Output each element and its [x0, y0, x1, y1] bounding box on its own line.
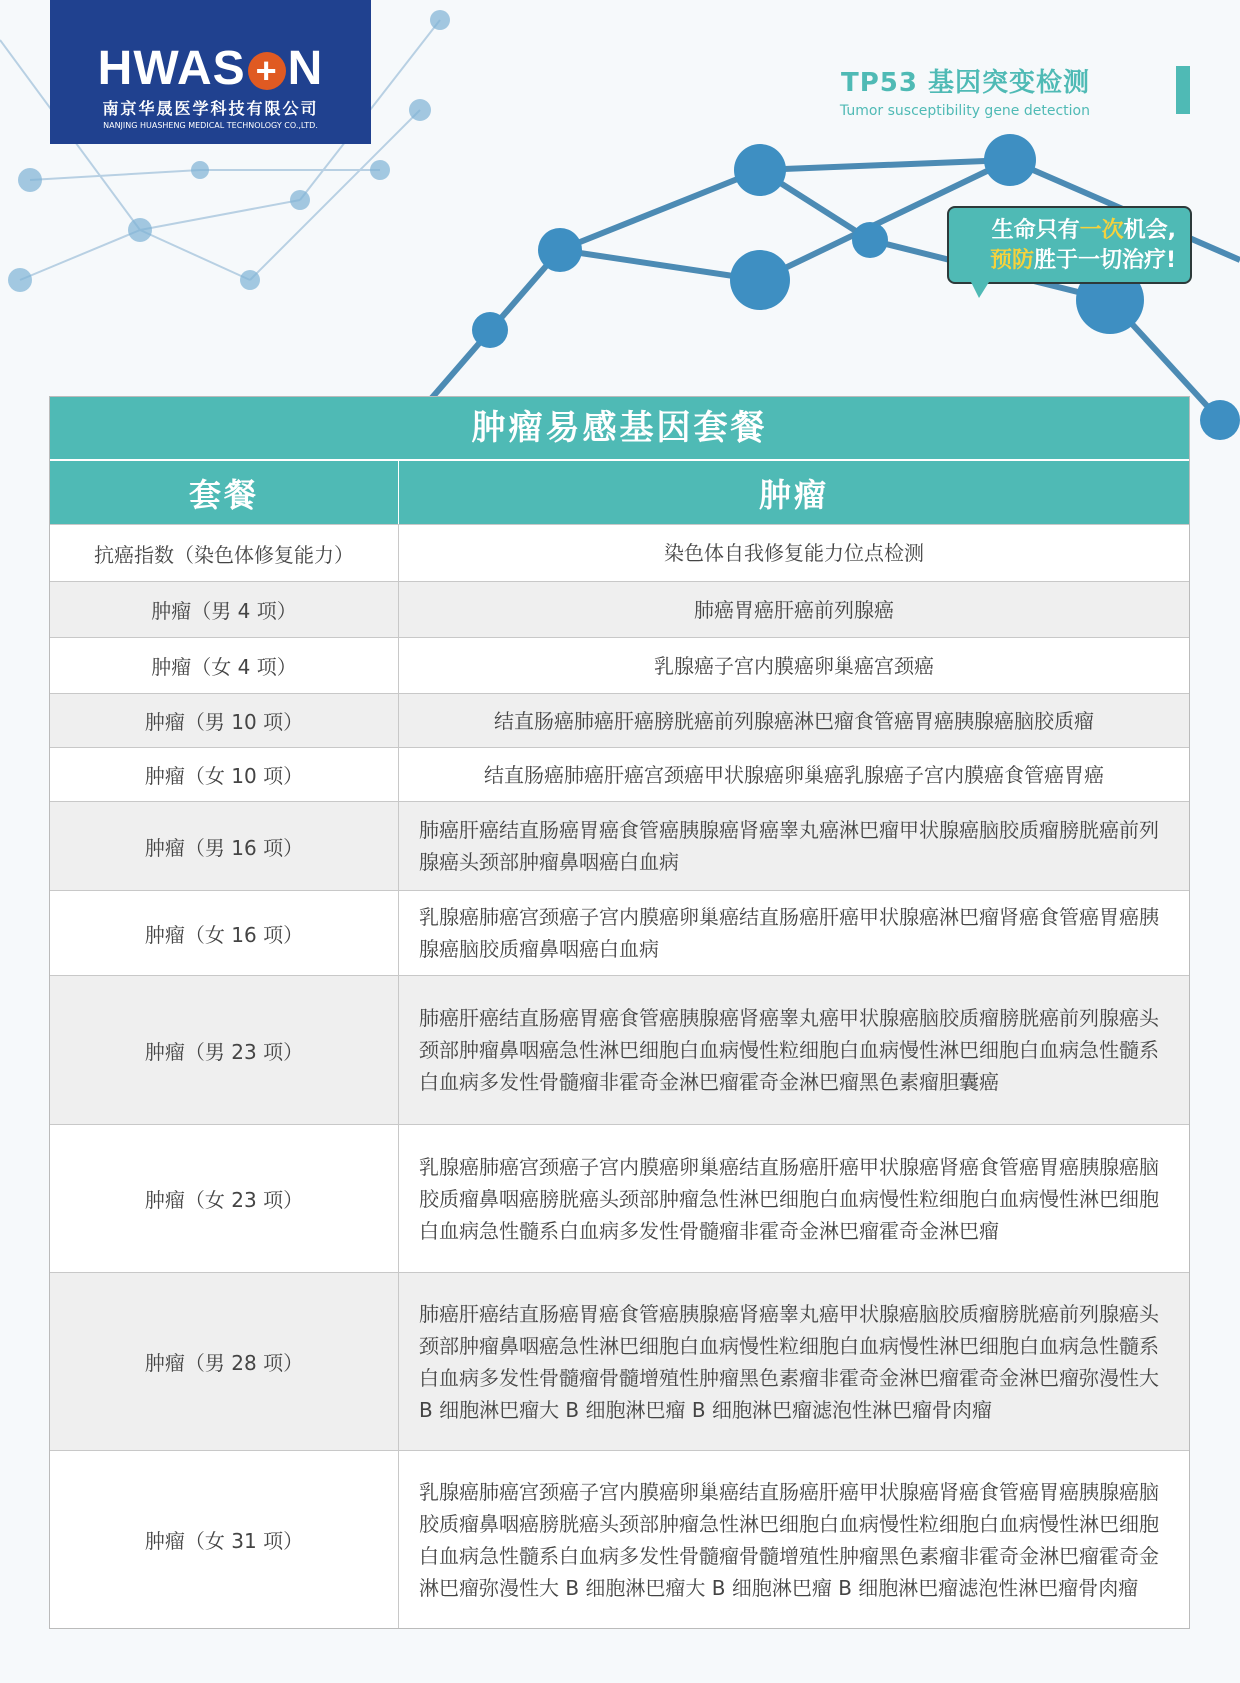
tumor-cell: 肺癌肝癌结直肠癌胃癌食管癌胰腺癌肾癌睾丸癌甲状腺癌脑胶质瘤膀胱癌前列腺癌头颈部肿瘤鼻咽癌急性淋巴细胞白血病慢性粒细胞白血病慢性淋巴细胞白血病急性髓系白血病多发性骨髓瘤非霍奇金淋巴瘤霍奇金淋巴瘤黑色素瘤胆囊癌 — [419, 1006, 1159, 1094]
table-row — [50, 1272, 1189, 1450]
package-cell: 肿瘤（女 16 项） — [50, 891, 399, 975]
slogan-text: 机会, — [1123, 218, 1176, 243]
tumor-cell: 肺癌胃癌肝癌前列腺癌 — [694, 597, 894, 622]
package-cell: 肿瘤（男 10 项） — [50, 694, 399, 747]
slogan-bubble — [947, 206, 1192, 284]
tumor-cell: 染色体自我修复能力位点检测 — [664, 541, 924, 565]
slogan-highlight: 一次 — [1079, 218, 1124, 243]
page-title: TP53 基因突变检测 — [840, 68, 1090, 98]
logo-company-en: NANJING HUASHENG MEDICAL TECHNOLOGY CO.,LTD. — [103, 121, 318, 130]
tumor-cell: 乳腺癌肺癌宫颈癌子宫内膜癌卵巢癌结直肠癌肝癌甲状腺癌肾癌食管癌胃癌胰腺癌脑胶质瘤鼻咽癌膀胱癌头颈部肿瘤急性淋巴细胞白血病慢性粒细胞白血病慢性淋巴细胞白血病急性髓系白血病多发性骨髓瘤非霍奇金淋巴瘤霍奇金淋巴瘤 — [419, 1154, 1159, 1243]
package-cell: 肿瘤（女 23 项） — [50, 1125, 399, 1272]
table-row — [50, 801, 1189, 890]
table-header — [50, 461, 1189, 524]
column-header-tumor: 肿瘤 — [758, 475, 829, 514]
slogan-text: 生命只有 — [991, 218, 1080, 243]
tumor-cell: 乳腺癌肺癌宫颈癌子宫内膜癌卵巢癌结直肠癌肝癌甲状腺癌淋巴瘤肾癌食管癌胃癌胰腺癌脑胶质瘤鼻咽癌白血病 — [419, 905, 1159, 961]
slogan-highlight: 预防 — [989, 248, 1034, 273]
table-row — [50, 524, 1189, 581]
heading-accent-bar — [1176, 66, 1190, 114]
table-row — [50, 637, 1189, 693]
package-cell: 肿瘤（女 10 项） — [50, 748, 399, 801]
tumor-cell: 肺癌肝癌结直肠癌胃癌食管癌胰腺癌肾癌睾丸癌甲状腺癌脑胶质瘤膀胱癌前列腺癌头颈部肿瘤鼻咽癌急性淋巴细胞白血病慢性粒细胞白血病慢性淋巴细胞白血病急性髓系白血病多发性骨髓瘤骨髓增殖性肿瘤黑色素瘤非霍奇金淋巴瘤霍奇金淋巴瘤弥漫性大 B 细胞淋巴瘤大 B 细胞淋巴瘤 B 细胞淋巴瘤滤泡性淋巴瘤骨肉瘤 — [419, 1301, 1159, 1422]
table-row — [50, 1124, 1189, 1272]
logo-brand-text: HWAS — [97, 42, 246, 95]
table-title: 肿瘤易感基因套餐 — [50, 397, 1189, 461]
company-logo — [50, 0, 371, 144]
table-row — [50, 975, 1189, 1124]
package-cell: 肿瘤（男 4 项） — [50, 582, 399, 637]
column-header-package: 套餐 — [50, 461, 399, 524]
medical-cross-icon: + — [248, 52, 286, 90]
package-cell: 肿瘤（男 23 项） — [50, 976, 399, 1124]
slogan-text: 胜于一切治疗! — [1033, 248, 1176, 273]
tumor-cell: 结直肠癌肺癌肝癌膀胱癌前列腺癌淋巴瘤食管癌胃癌胰腺癌脑胶质瘤 — [494, 708, 1094, 733]
package-cell: 肿瘤（男 16 项） — [50, 802, 399, 890]
package-cell: 肿瘤（女 4 项） — [50, 638, 399, 693]
page-heading — [840, 62, 1090, 119]
table-row — [50, 693, 1189, 747]
table-row — [50, 890, 1189, 975]
package-table — [49, 396, 1190, 1629]
tumor-cell: 肺癌肝癌结直肠癌胃癌食管癌胰腺癌肾癌睾丸癌淋巴瘤甲状腺癌脑胶质瘤膀胱癌前列腺癌头颈部肿瘤鼻咽癌白血病 — [419, 818, 1159, 874]
package-cell: 抗癌指数（染色体修复能力） — [50, 525, 399, 581]
logo-company-cn: 南京华晟医学科技有限公司 — [102, 99, 319, 118]
tumor-cell: 乳腺癌肺癌宫颈癌子宫内膜癌卵巢癌结直肠癌肝癌甲状腺癌肾癌食管癌胃癌胰腺癌脑胶质瘤鼻咽癌膀胱癌头颈部肿瘤急性淋巴细胞白血病慢性粒细胞白血病慢性淋巴细胞白血病急性髓系白血病多发性骨髓瘤骨髓增殖性肿瘤黑色素瘤非霍奇金淋巴瘤霍奇金淋巴瘤弥漫性大 B 细胞淋巴瘤大 B 细胞淋巴瘤 B 细胞淋巴瘤滤泡性淋巴瘤骨肉瘤 — [419, 1479, 1159, 1600]
logo-brand-text-end: N — [287, 42, 324, 95]
table-row — [50, 747, 1189, 801]
package-cell: 肿瘤（男 28 项） — [50, 1273, 399, 1450]
tumor-cell: 乳腺癌子宫内膜癌卵巢癌宫颈癌 — [654, 653, 934, 678]
table-row — [50, 1450, 1189, 1628]
page-subtitle: Tumor susceptibility gene detection — [839, 103, 1090, 119]
tumor-cell: 结直肠癌肺癌肝癌宫颈癌甲状腺癌卵巢癌乳腺癌子宫内膜癌食管癌胃癌 — [484, 762, 1104, 787]
package-cell: 肿瘤（女 31 项） — [50, 1451, 399, 1628]
table-row — [50, 581, 1189, 637]
